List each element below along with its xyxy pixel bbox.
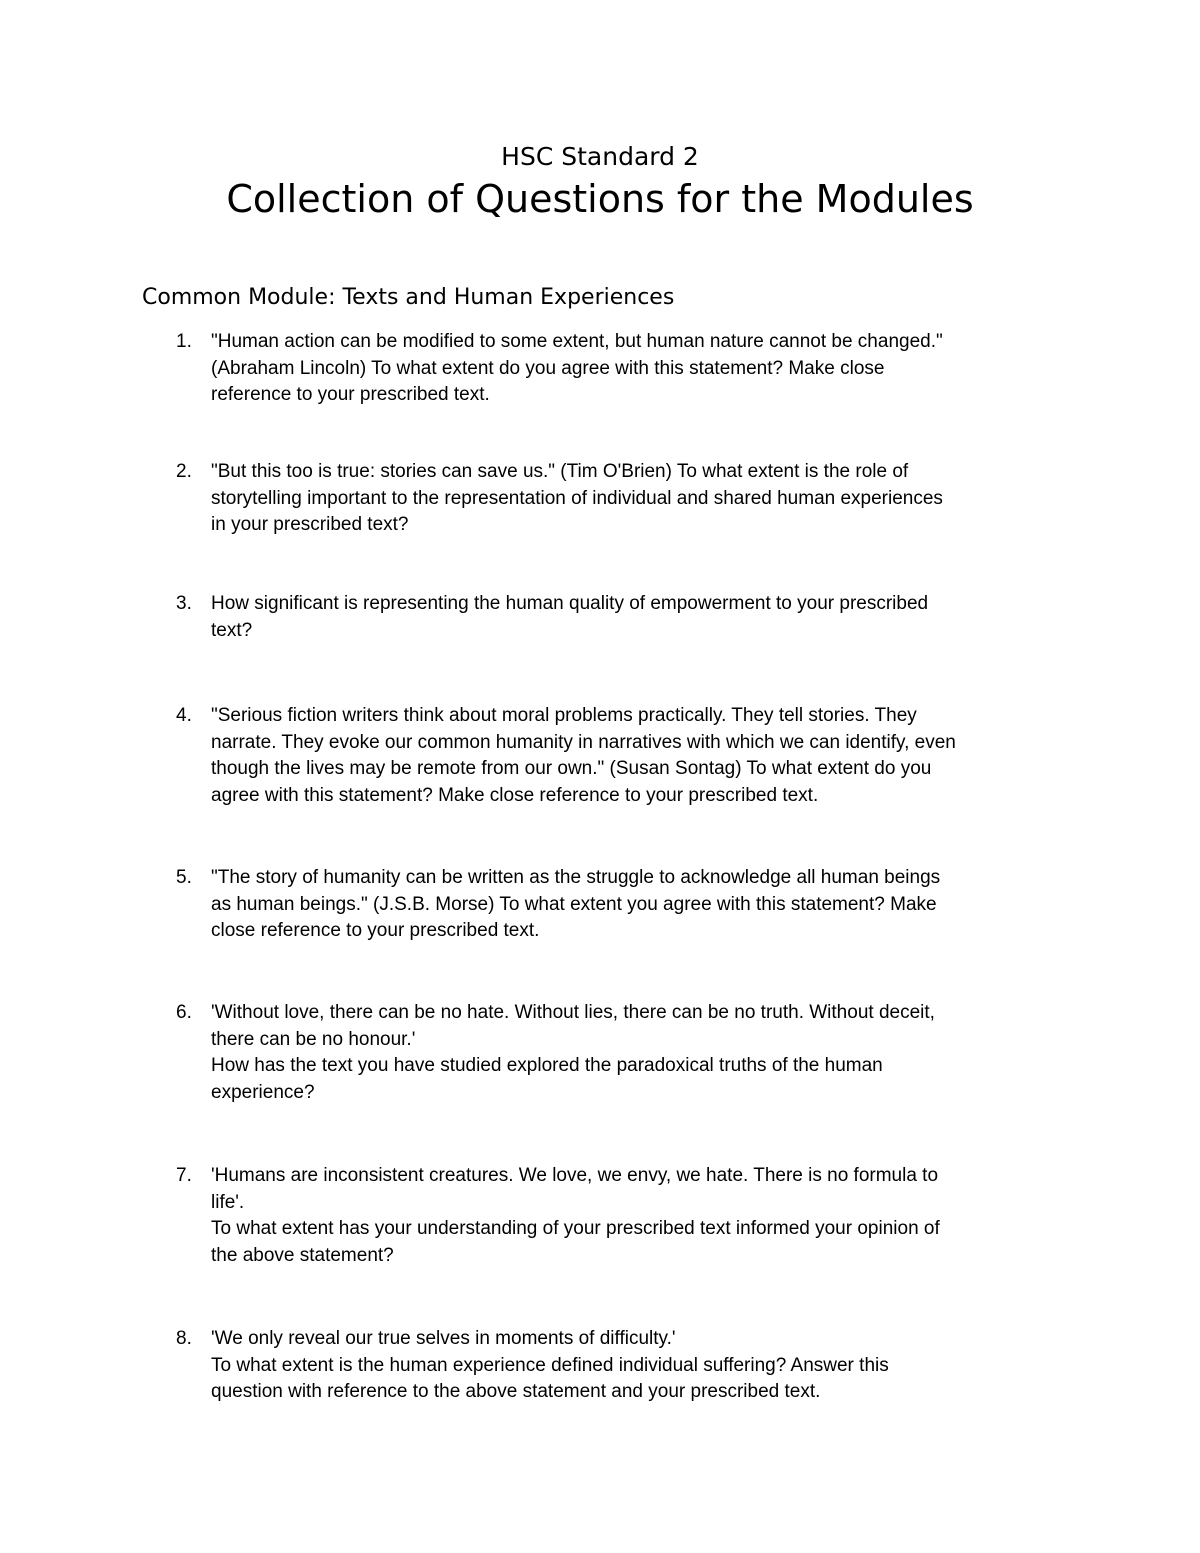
question-text: 'We only reveal our true selves in moments of difficulty.' To what extent is the human experience defined individual suffering? Answer this question with reference to the above statement and your prescribed text. — [211, 1328, 889, 1402]
question-number: 2. — [176, 461, 192, 482]
question-text: 'Without love, there can be no hate. Without lies, there can be no truth. Without deceit, there can be no honour.' How has the text you have studied explored the paradoxical truths of the human experience? — [211, 1002, 935, 1103]
document-subtitle: HSC Standard 2 — [501, 142, 699, 171]
question-number: 3. — [176, 593, 192, 614]
section-heading: Common Module: Texts and Human Experiences — [142, 285, 675, 310]
document-title: Collection of Questions for the Modules — [226, 177, 974, 221]
question-text: "Serious fiction writers think about moral problems practically. They tell stories. They narrate. They evoke our common humanity in narratives with which we can identify, even though the lives may be remote from our own." (Susan Sontag) To what extent do you agree with this statement? Make close reference to your prescribed text. — [211, 705, 956, 806]
question-number: 6. — [176, 1002, 192, 1023]
question-number: 8. — [176, 1328, 192, 1349]
question-text: "But this too is true: stories can save us." (Tim O'Brien) To what extent is the role of storytelling important to the representation of individual and shared human experiences in your prescribed text? — [211, 461, 943, 535]
question-number: 5. — [176, 867, 192, 888]
question-text: How significant is representing the human quality of empowerment to your prescribed text? — [211, 593, 929, 641]
question-text: "Human action can be modified to some extent, but human nature cannot be changed." (Abraham Lincoln) To what extent do you agree with this statement? Make close reference to your prescribed text. — [211, 331, 943, 405]
question-text: 'Humans are inconsistent creatures. We love, we envy, we hate. There is no formula to life'. To what extent has your understanding of your prescribed text informed your opinion of the above statement? — [211, 1165, 940, 1266]
question-number: 7. — [176, 1165, 192, 1186]
question-number: 1. — [176, 331, 192, 352]
question-number: 4. — [176, 705, 192, 726]
question-text: "The story of humanity can be written as the struggle to acknowledge all human beings as human beings." (J.S.B. Morse) To what extent you agree with this statement? Make close reference to your prescribed text. — [211, 867, 941, 941]
